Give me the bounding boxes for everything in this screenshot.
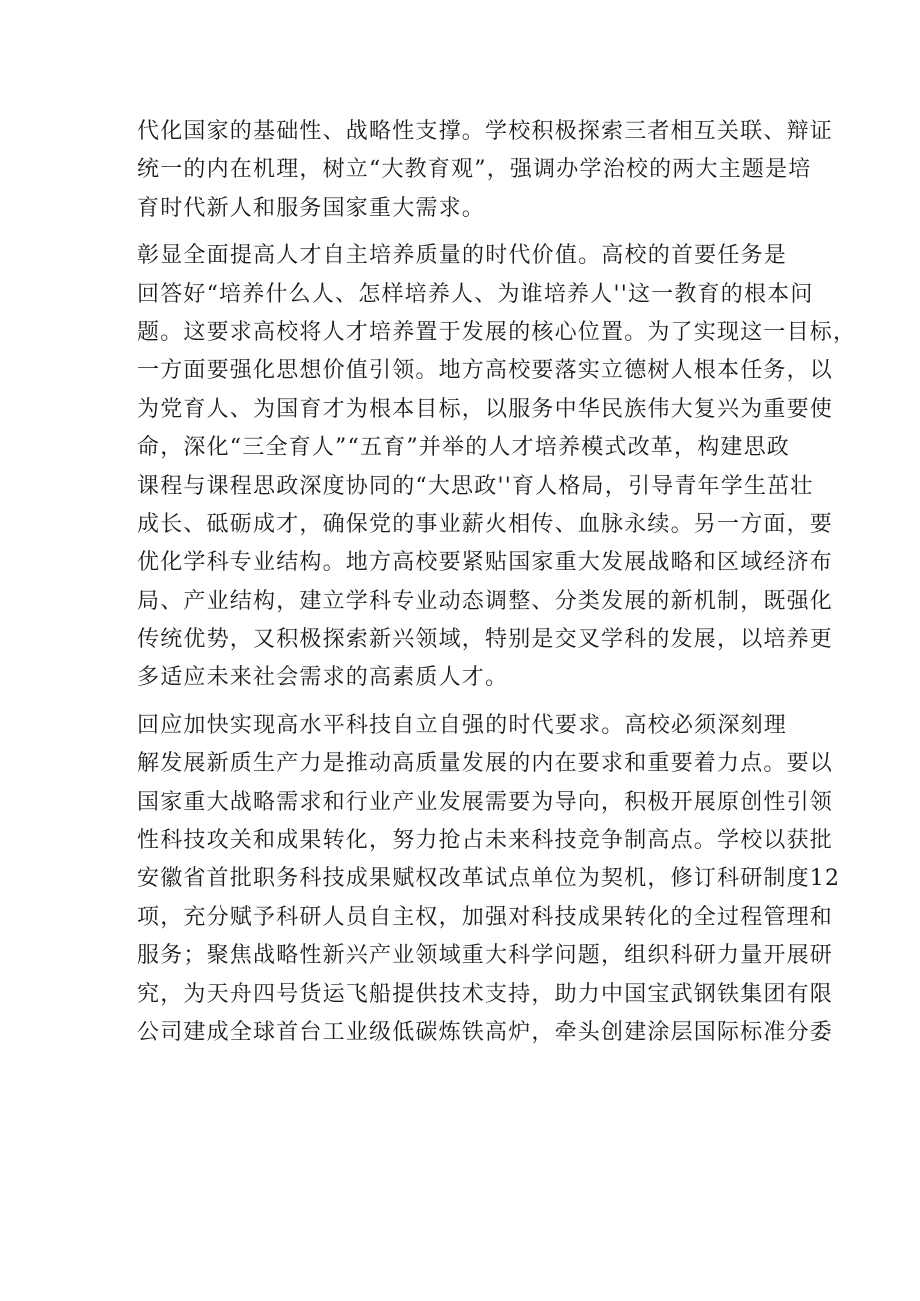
text-line: 课程与课程思政深度协同的“大思政''育人格局，引导青年学生茁壮 (137, 473, 814, 499)
paragraph (137, 707, 841, 1053)
text-line: 局、产业结构，建立学科专业动态调整、分类发展的新机制，既强化 (137, 588, 834, 614)
text-line: 项，充分赋予科研人员自主权，加强对科技成果转化的全过程管理和 (137, 904, 834, 930)
text-line: 育时代新人和服务国家重大需求。 (137, 195, 486, 221)
text-line: 命，深化“三全育人”“五育”并举的人才培养模式改革，构建思政 (137, 435, 790, 461)
text-line: 回答好“培养什么人、怎样培养人、为谁培养人''这一教育的根本问 (137, 281, 814, 307)
text-line: 统一的内在机理，树立“大教育观”，强调办学治校的两大主题是培 (137, 157, 812, 183)
paragraph (137, 237, 857, 698)
text-line: 服务；聚焦战略性新兴产业领域重大科学问题，组织科研力量开展研 (137, 943, 834, 969)
text-line: 国家重大战略需求和行业产业发展需要为导向，积极开展原创性引领 (137, 789, 834, 815)
text-line: 成长、砥砺成才，确保党的事业薪火相传、血脉永续。另一方面，要 (137, 511, 834, 537)
text-line: 安徽省首批职务科技成果赋权改革试点单位为契机，修订科研制度12 (137, 866, 841, 892)
text-line: 回应加快实现高水平科技自立自强的时代要求。高校必须深刻理 (137, 712, 787, 738)
text-line: 一方面要强化思想价值引领。地方高校要落实立德树人根本任务，以 (137, 358, 834, 384)
text-line: 彰显全面提高人才自主培养质量的时代价值。高校的首要任务是 (137, 243, 787, 269)
text-line: 为党育人、为国育才为根本目标，以服务中华民族伟大复兴为重要使 (137, 396, 834, 422)
paragraph (137, 113, 834, 228)
text-line: 多适应未来社会需求的高素质人才。 (137, 665, 509, 691)
text-line: 代化国家的基础性、战略性支撑。学校积极探索三者相互关联、辩证 (137, 119, 834, 144)
text-line: 优化学科专业结构。地方高校要紧贴国家重大发展战略和区域经济布 (137, 550, 834, 576)
text-line: 究，为天舟四号货运飞船提供技术支持，助力中国宝武钢铁集团有限 (137, 981, 834, 1007)
text-line: 解发展新质生产力是推动高质量发展的内在要求和重要着力点。要以 (137, 751, 834, 777)
body-text (137, 113, 857, 1052)
text-line: 性科技攻关和成果转化，努力抢占未来科技竞争制高点。学校以获批 (137, 828, 834, 854)
text-line: 公司建成全球首台工业级低碳炼铁高炉，牵头创建涂层国际标准分委 (137, 1019, 834, 1045)
paragraph-spacer (137, 698, 787, 707)
text-line: 题。这要求高校将人才培养置于发展的核心位置。为了实现这一目标， (137, 319, 857, 345)
paragraph-spacer (137, 228, 787, 237)
text-line: 传统优势，又积极探索新兴领域，特别是交叉学科的发展，以培养更 (137, 627, 834, 653)
